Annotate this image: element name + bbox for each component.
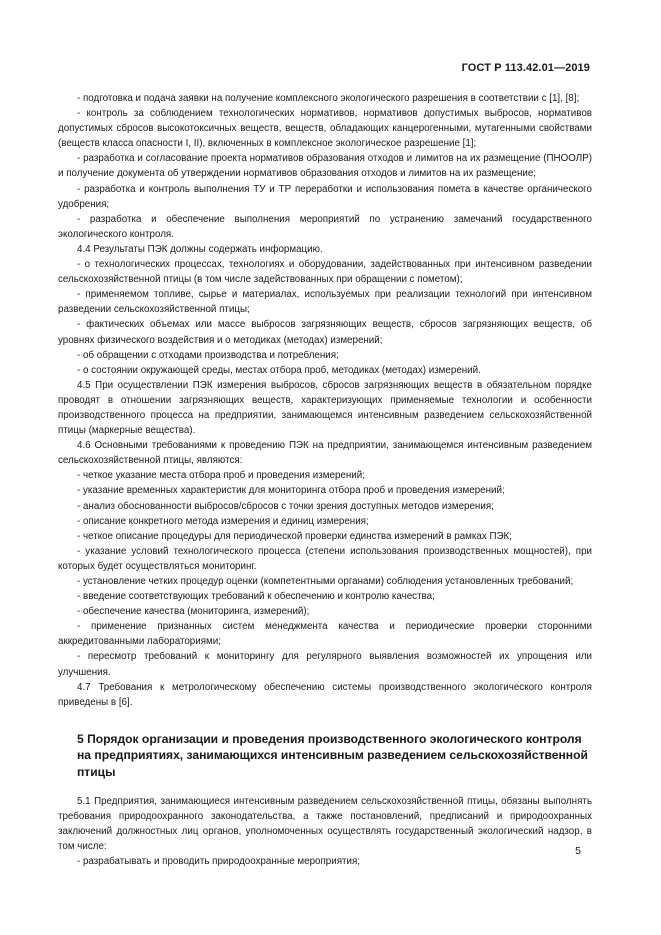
page-number: 5 [575,845,581,857]
paragraph: - обеспечение качества (мониторинга, измерений); [77,606,310,618]
paragraph: - разработка и согласование проекта нормативов образования отходов и лимитов на их размещение (ПНООЛР) и получение документа об утверждении нормативов образования отходов и лимитов на их размещение; [58,153,592,180]
paragraph: - разработка и контроль выполнения ТУ и ТР переработки и использования помета в качестве органического удобрения; [58,183,592,210]
paragraph: - об обращении с отходами производства и потребления; [77,349,339,361]
paragraph: - контроль за соблюдением технологических нормативов, нормативов допустимых выбросов, нормативов допустимых сбросов высокотоксичных веществ, веществ, обладающих канцерогенными, мутагенными свойствами (веществ класса опасности I, II), включенных в комплексное экологическое разрешение [1]; [58,108,592,150]
paragraph: 4.5 При осуществлении ПЭК измерения выбросов, сбросов загрязняющих веществ в обязательном порядке проводят в отношении загрязняющих веществ, характеризующих применяемые технологии и особенности производственного процесса на предприятии, занимающемся интенсивным разведением сельскохозяйственной птицы (маркерные вещества). [58,379,592,437]
paragraph: - пересмотр требований к мониторингу для регулярного выявления возможностей их упрощения или улучшения. [58,651,592,678]
paragraph: - фактических объемах или массе выбросов загрязняющих веществ, сбросов загрязняющих веществ, об уровнях физического воздействия и о методиках (методах) измерений; [58,319,592,346]
paragraph: - четкое описание процедуры для периодической проверки единства измерений в рамках ПЭК; [77,530,512,542]
paragraph: 4.6 Основными требованиями к проведению ПЭК на предприятии, занимающемся интенсивным разведением сельскохозяйственной птицы, являются: [58,440,592,467]
paragraph: 4.4 Результаты ПЭК должны содержать информацию. [77,243,323,255]
paragraph: 4.7 Требования к метрологическому обеспечению системы производственного экологического контроля приведены в [6]. [58,681,592,708]
paragraph: - установление четких процедур оценки (компетентными органами) соблюдения установленных требований; [77,576,574,587]
paragraph: - указание условий технологического процесса (степени использования производственных мощностей), при которых будет осуществляться мониторинг. [58,545,592,572]
paragraph: - разрабатывать и проводить природоохранные мероприятия; [77,856,361,867]
document-body [58,91,592,869]
paragraph: - четкое указание места отбора проб и проведения измерений; [77,470,365,482]
section-heading: 5 Порядок организации и проведения производственного экологического контроля на предприятиях, занимающихся интенсивным разведением сельскохозяйственной птицы [77,731,588,780]
paragraph: - применение признанных систем менеджмента качества и периодические проверки сторонними аккредитованными лабораториями; [58,621,592,648]
paragraph: - описание конкретного метода измерения и единиц измерения; [77,515,369,527]
paragraph: - анализ обоснованности выбросов/сбросов с точки зрения доступных методов измерения; [77,500,494,512]
paragraph: 5.1 Предприятия, занимающиеся интенсивным разведением сельскохозяйственной птицы, обязаны выполнять требования природоохранного законодательства, а также постановлений, предписаний и природоохранных заключений должностных лиц органов, уполномоченных осуществлять государственный экологический надзор, в том числе: [58,795,592,852]
paragraph: - применяемом топливе, сырье и материалах, используемых при реализации технологий при интенсивном разведении сельскохозяйственной птицы; [58,289,592,316]
document-header: ГОСТ Р 113.42.01—2019 [461,62,590,74]
paragraph: - разработка и обеспечение выполнения мероприятий по устранению замечаний государственного экологического контроля. [58,213,592,240]
paragraph: - подготовка и подача заявки на получение комплексного экологического разрешения в соответствии с [1], [8]; [77,93,580,104]
paragraph: - о технологических процессах, технологиях и оборудовании, задействованных при интенсивном разведении сельскохозяйственной птицы (в том числе задействованных при обращении с пометом); [58,259,592,286]
paragraph: - о состоянии окружающей среды, местах отбора проб, методиках (методах) измерений. [77,364,481,376]
paragraph: - указание временных характеристик для мониторинга отбора проб и проведения измерений; [77,485,505,497]
paragraph: - введение соответствующих требований к обеспечению и контролю качества; [77,591,435,603]
